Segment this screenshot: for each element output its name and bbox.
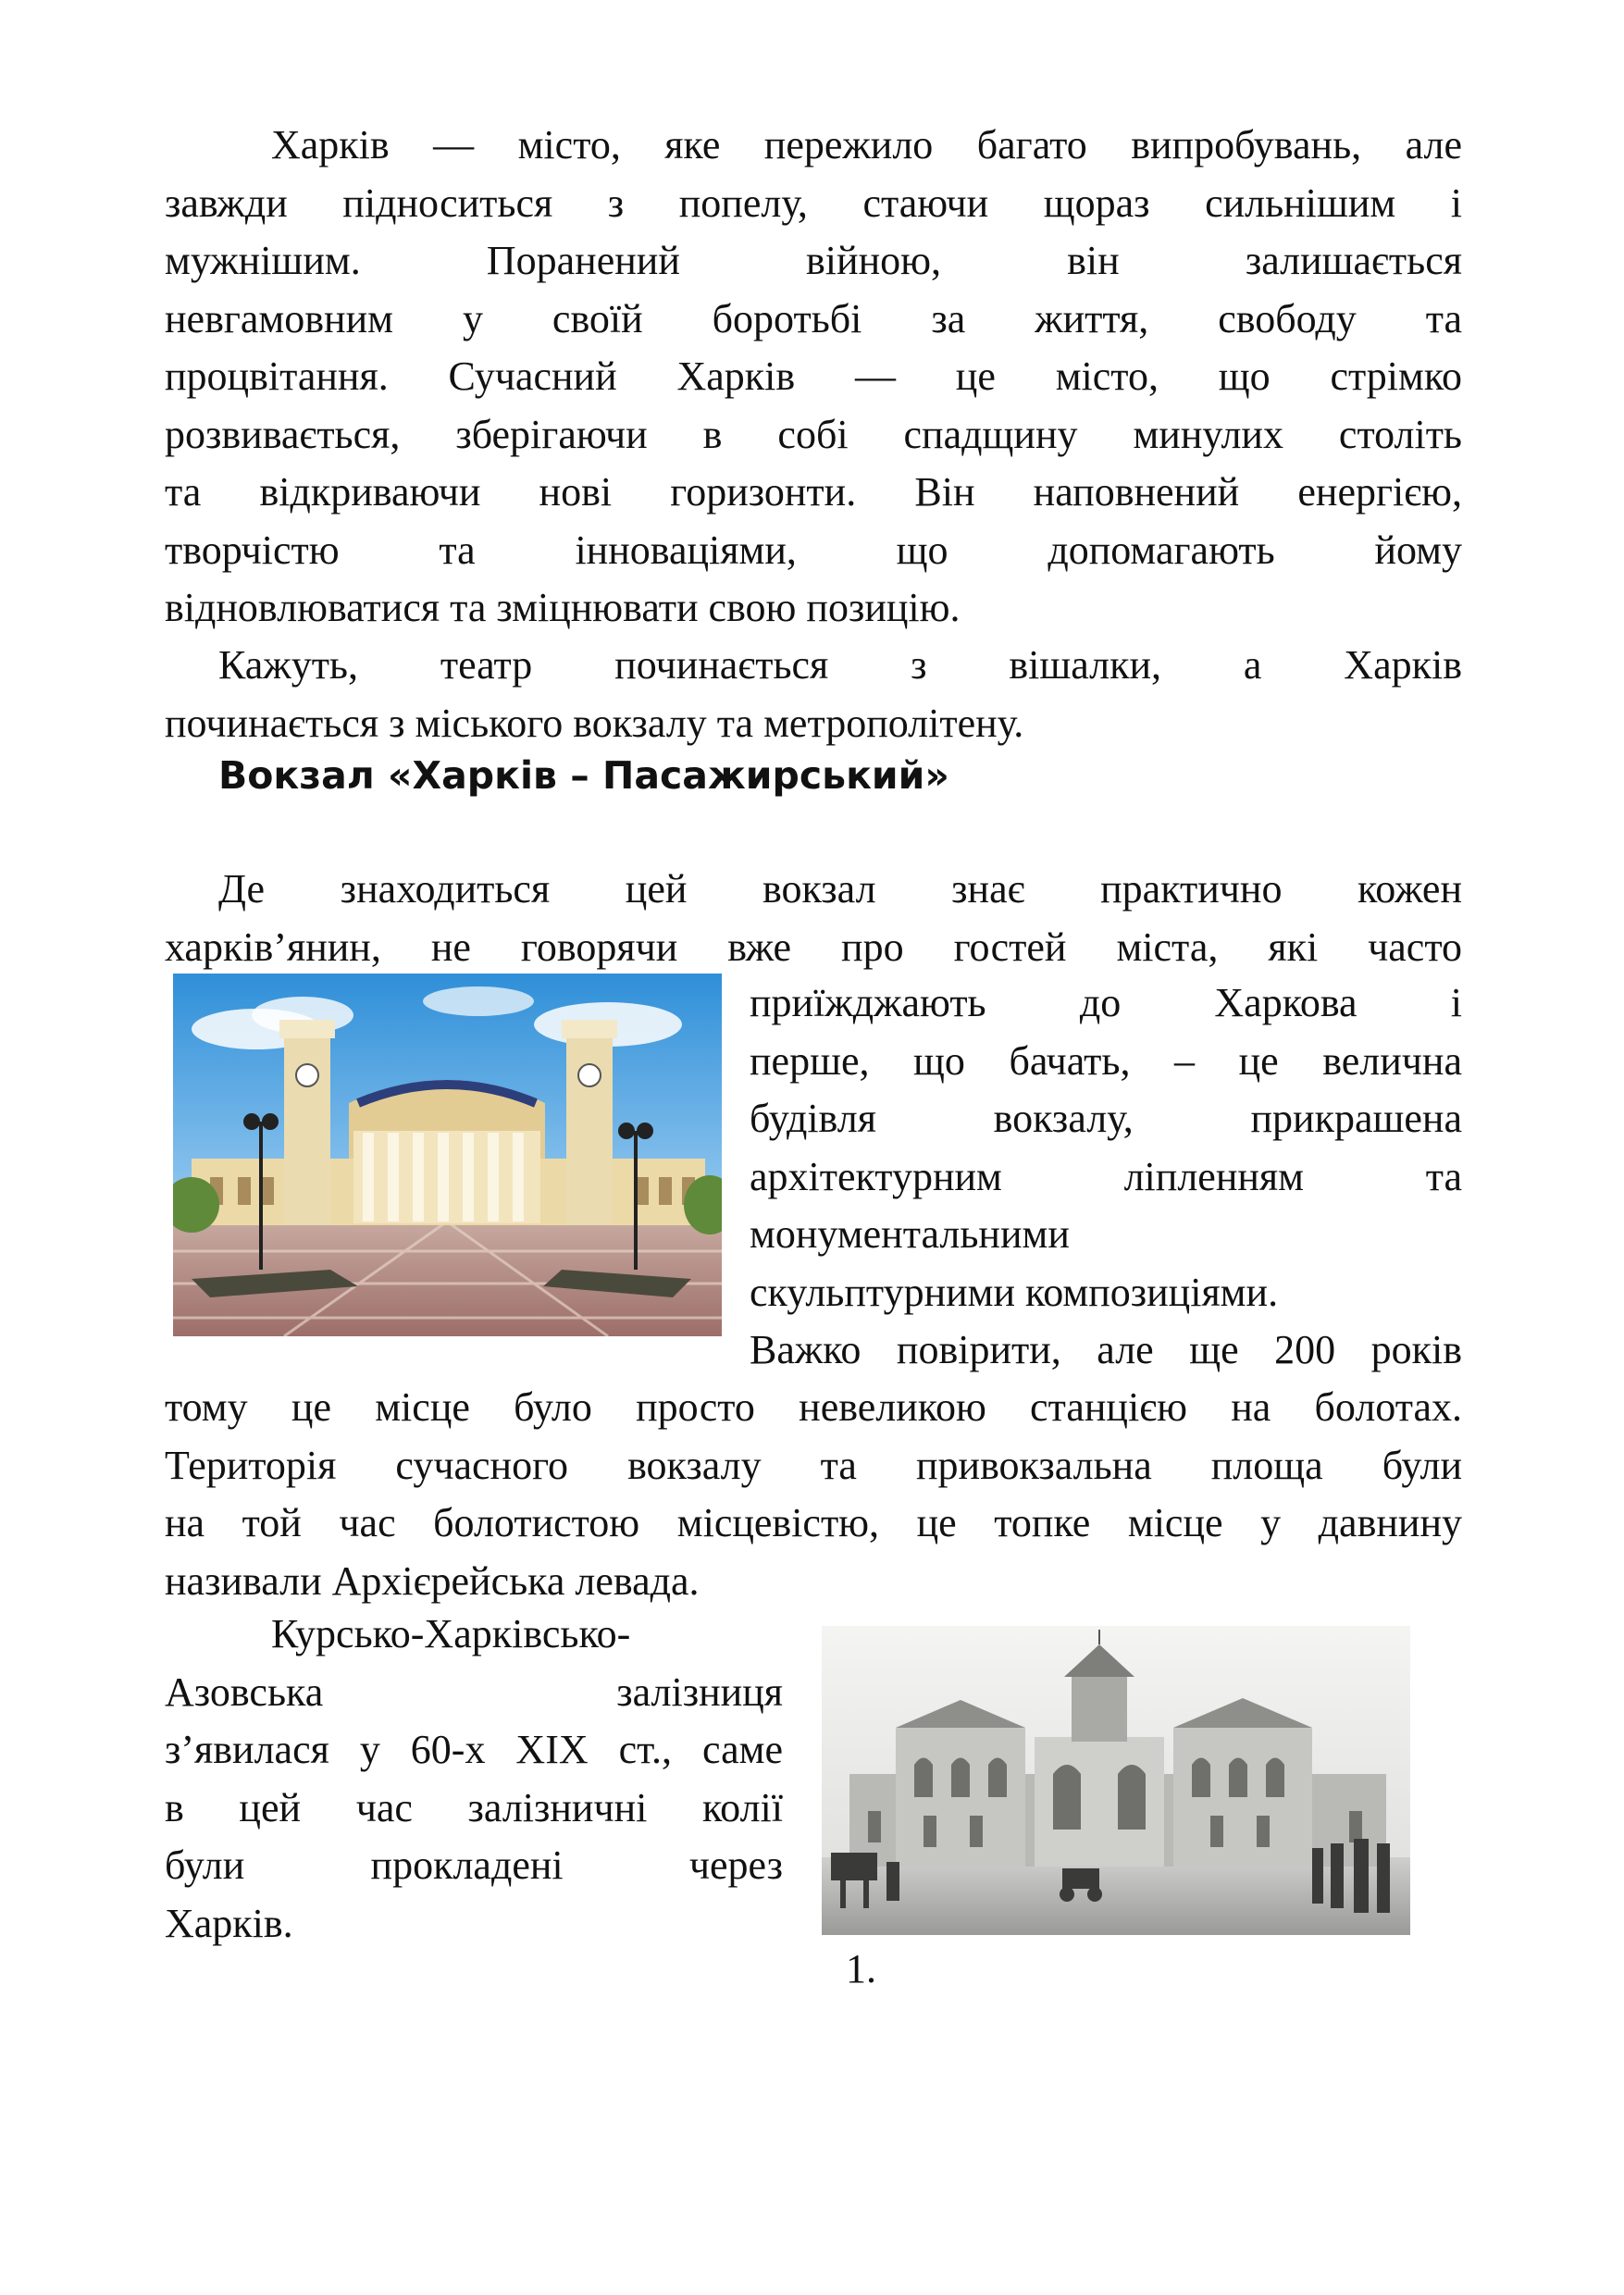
station-paragraph-beside-photo [750,974,1462,1380]
railway-line: з’явилася у 60-х XIX ст., саме [165,1727,783,1772]
intro-line: невгамовним у своїй боротьбі за життя, свободу та [165,295,1462,341]
railway-line: в цей час залізничні колії [165,1784,783,1830]
historic-station-illustration [822,1626,1410,1935]
intro-line: відновлюватися та зміцнювати свою позицію. [165,585,961,630]
intro-line: завжди підноситься з попелу, стаючи щораз сильнішим і [165,180,1462,226]
intro-line: творчістю та інноваціями, що допомагають йому [165,527,1462,573]
station-paragraph-bottom [165,1379,1462,1610]
station-paragraph-top [165,861,1462,976]
station-line: приїжджають до Харкова і [750,980,1462,1025]
station-line: архітектурним ліпленням та [750,1153,1462,1199]
theatre-line: Кажуть, театр починається з вішалки, а Харків [218,642,1462,688]
station-line: скульптурними композиціями. [750,1269,1279,1315]
railway-line: були прокладені через [165,1842,783,1888]
theatre-line: починається з міського вокзалу та метрополітену. [165,700,1024,746]
intro-line: мужнішим. Поранений війною, він залишається [165,238,1462,283]
station-line: Важко повірити, але ще 200 років [750,1327,1462,1372]
station-line: монументальними [750,1211,1070,1257]
station-line: на той час болотистою місцевістю, це топке місце у давнину [165,1500,1462,1545]
modern-station-illustration [173,974,722,1336]
station-line: харків’янин, не говорячи вже про гостей міста, які часто [165,924,1462,970]
historic-station-photo [822,1626,1410,1935]
intro-line: та відкриваючи нові горизонти. Він наповнений енергією, [165,469,1462,515]
intro-line: Харків — місто, яке пережило багато випробувань, але [271,122,1462,167]
intro-paragraph [165,117,1462,638]
station-line: будівля вокзалу, прикрашена [750,1096,1462,1141]
section-heading: Вокзал «Харків – Пасажирський» [218,753,949,798]
intro-line: процвітання. Сучасний Харків — це місто, що стрімко [165,354,1462,399]
station-line: Де знаходиться цей вокзал знає практично кожен [218,866,1462,912]
station-line: Територія сучасного вокзалу та привокзальна площа були [165,1442,1462,1488]
modern-station-photo [173,974,722,1336]
station-line: називали Архієрейська левада. [165,1557,700,1604]
intro-line: розвивається, зберігаючи в собі спадщину минулих століть [165,411,1462,457]
railway-line: Харків. [165,1900,293,1946]
station-line: тому це місце було просто невеликою станцією на болотах. [165,1384,1462,1430]
railway-paragraph [165,1606,783,1953]
railway-line: Курсько-Харківсько- [271,1611,631,1656]
figure-caption: 1. [846,1946,876,1991]
theatre-paragraph [165,637,1462,752]
railway-line: Азовська залізниця [165,1669,783,1715]
station-line: перше, що бачать, – це велична [750,1037,1462,1084]
